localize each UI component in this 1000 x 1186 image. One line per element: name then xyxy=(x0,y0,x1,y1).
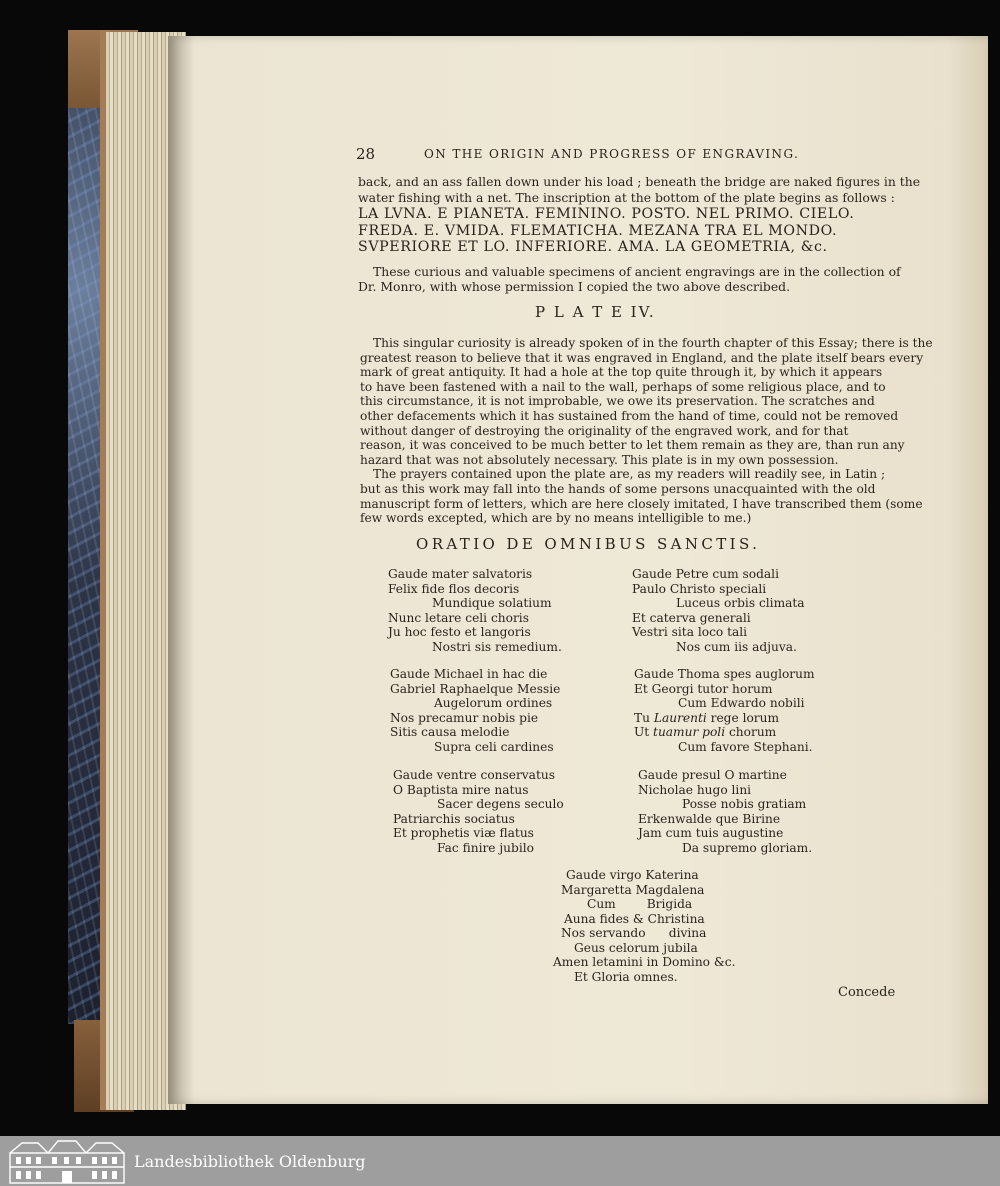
verse-line: Augelorum ordines xyxy=(434,696,553,710)
paragraph-line: hazard that was not absolutely necessary. This plate is in my own possession. xyxy=(360,452,839,467)
inscription-line: SVPERIORE ET LO. INFERIORE. AMA. LA GEOMETRIA, &c. xyxy=(358,239,828,255)
verse-line: Gaude Michael in hac die xyxy=(390,667,548,681)
verse-line: Posse nobis gratiam xyxy=(682,797,807,811)
library-building-logo xyxy=(8,1139,126,1185)
verse-line: Ju hoc festo et langoris xyxy=(388,625,531,639)
verse-line: Nos cum iis adjuva. xyxy=(676,639,797,654)
verse-line: Et caterva generali xyxy=(632,610,751,625)
verse-line: Gaude virgo Katerina xyxy=(566,868,699,882)
verse-line: Et Georgi tutor horum xyxy=(634,681,773,696)
verse-line: Cum Brigida xyxy=(587,897,693,911)
verse-line: Vestri sita loco tali xyxy=(632,625,748,639)
verse-line: Da supremo gloriam. xyxy=(682,840,813,855)
verse-line: Cum favore Stephani. xyxy=(678,739,813,754)
page-number: 28 xyxy=(356,145,376,163)
verse-line: Nos servando divina xyxy=(561,926,707,940)
verse-line: Fac finire jubilo xyxy=(437,840,534,855)
verse-line: Ut tuamur poli chorum xyxy=(634,725,777,739)
verse-line: Jam cum tuis augustine xyxy=(638,826,784,840)
oratio-title: ORATIO DE OMNIBUS SANCTIS. xyxy=(416,535,761,553)
marbled-cover-board xyxy=(68,108,104,1024)
paragraph-line: to have been fastened with a nail to the wall, perhaps of some religious place, and to xyxy=(360,379,886,394)
verse-line: Gaude Thoma spes auglorum xyxy=(634,667,815,681)
verse-line: Gaude ventre conservatus xyxy=(393,768,555,782)
running-title: ON THE ORIGIN AND PROGRESS OF ENGRAVING. xyxy=(424,147,800,161)
verse-line: Felix fide flos decoris xyxy=(388,581,520,596)
inscription-line: LA LVNA. E PIANETA. FEMININO. POSTO. NEL PRIMO. CIELO. xyxy=(358,206,855,222)
verse-line: Patriarchis sociatus xyxy=(393,811,515,826)
paragraph-line: other defacements which it has sustained from the hand of time, could not be removed xyxy=(360,409,899,423)
inscription-line: FREDA. E. VMIDA. FLEMATICHA. MEZANA TRA EL MONDO. xyxy=(358,222,838,239)
verse-line: Sitis causa melodie xyxy=(390,725,510,739)
verse-line: Amen letamini in Domino &c. xyxy=(553,955,736,969)
verse-line: Gaude presul O martine xyxy=(638,768,787,782)
catchword: Concede xyxy=(838,985,896,1000)
intro-line: water fishing with a net. The inscription at the bottom of the plate begins as follows : xyxy=(358,190,895,205)
gutter-shadow xyxy=(168,36,194,1104)
paragraph-line: reason, it was conceived to be much better to let them remain as they are, than run any xyxy=(360,438,905,453)
paragraph-line: but as this work may fall into the hands of some persons unacquainted with the old xyxy=(360,482,876,496)
verse-line: Sacer degens seculo xyxy=(437,797,564,811)
verse-line: Auna fides & Christina xyxy=(564,911,705,926)
paragraph-line: manuscript form of letters, which are here closely imitated, I have transcribed them (some xyxy=(360,496,923,511)
paragraph-line: without danger of destroying the originality of the engraved work, and for that xyxy=(360,423,849,438)
verse-line: Geus celorum jubila xyxy=(574,940,698,955)
paragraph-line: greatest reason to believe that it was engraved in England, and the plate itself bears every xyxy=(360,350,924,365)
intro-line: back, and an ass fallen down under his load ; beneath the bridge are naked figures in the xyxy=(358,174,921,189)
verse-line: Mundique solatium xyxy=(432,596,552,610)
paragraph-line: few words excepted, which are by no means intelligible to me.) xyxy=(360,511,752,526)
paragraph-line: this circumstance, it is not improbable, we owe its preservation. The scratches and xyxy=(360,394,875,409)
verse-line: Cum Edwardo nobili xyxy=(678,696,805,710)
library-name: Landesbibliothek Oldenburg xyxy=(134,1152,366,1171)
verse-line: Gaude mater salvatoris xyxy=(388,567,533,581)
verse-line: Erkenwalde que Birine xyxy=(638,811,781,826)
verse-line: Luceus orbis climata xyxy=(676,596,805,610)
verse-line: Nostri sis remedium. xyxy=(432,639,562,654)
verse-line: Et Gloria omnes. xyxy=(574,969,678,984)
verse-line: O Baptista mire natus xyxy=(393,782,529,797)
verse-line: Gaude Petre cum sodali xyxy=(632,567,779,581)
plate-heading: P L A T E IV. xyxy=(535,303,656,321)
verse-line: Paulo Christo speciali xyxy=(632,581,767,596)
paragraph-line: mark of great antiquity. It had a hole at the top quite through it, by which it appears xyxy=(360,365,883,380)
paragraph-line: The prayers contained upon the plate are, as my readers will readily see, in Latin ; xyxy=(373,467,886,482)
verse-line: Nunc letare celi choris xyxy=(388,610,529,625)
collection-line: These curious and valuable specimens of ancient engravings are in the collection of xyxy=(373,264,901,279)
verse-line: Gabriel Raphaelque Messie xyxy=(390,681,561,696)
verse-line: Margaretta Magdalena xyxy=(561,882,705,897)
verse-line: Et prophetis viæ flatus xyxy=(393,826,534,840)
collection-line: Dr. Monro, with whose permission I copied the two above described. xyxy=(358,279,791,294)
verse-line: Supra celi cardines xyxy=(434,739,554,754)
paragraph-line: This singular curiosity is already spoken of in the fourth chapter of this Essay; there is the xyxy=(373,336,933,350)
verse-line: Tu Laurenti rege lorum xyxy=(634,710,780,725)
verse-line: Nicholae hugo lini xyxy=(638,782,752,797)
verse-line: Nos precamur nobis pie xyxy=(390,710,539,725)
